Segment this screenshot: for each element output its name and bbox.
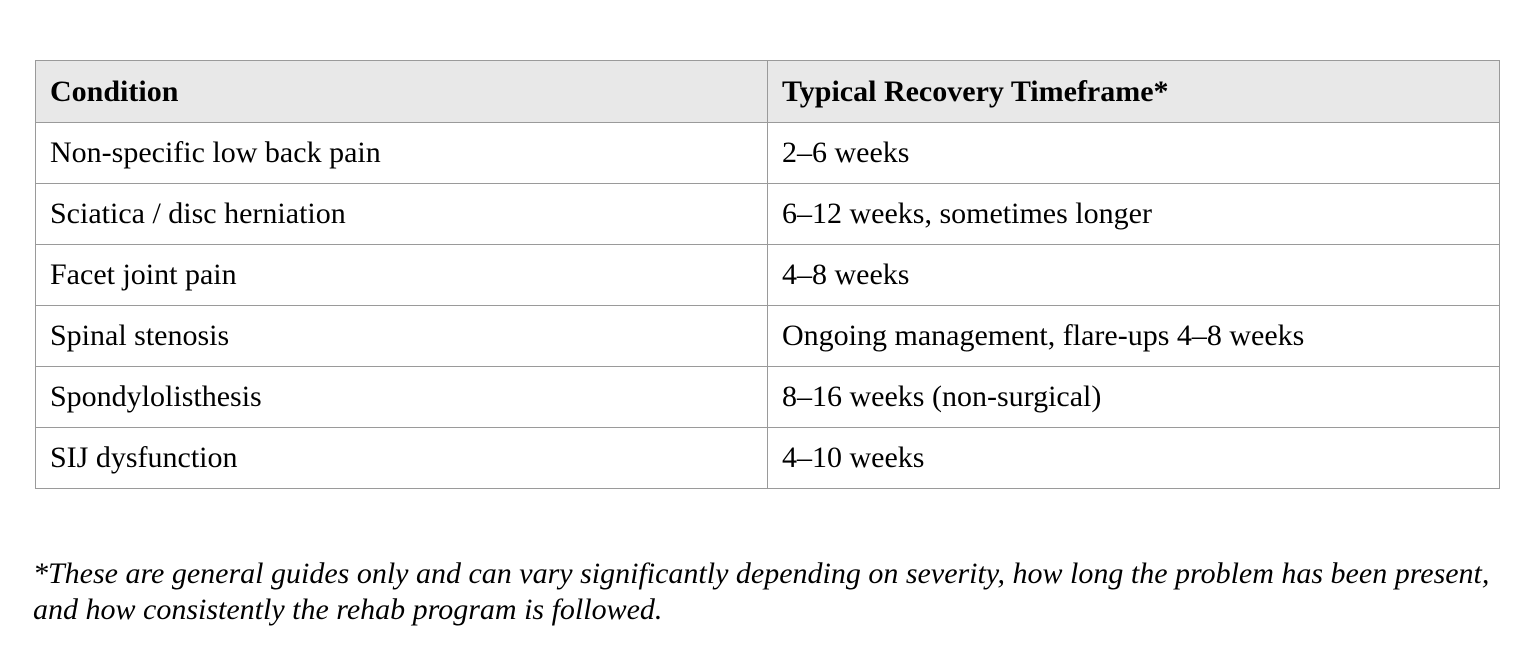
recovery-table-container [35, 60, 1499, 489]
table-row [36, 306, 1500, 367]
timeframe-cell: 8–16 weeks (non-surgical) [768, 367, 1500, 428]
condition-cell: Spinal stenosis [36, 306, 768, 367]
timeframe-cell: 4–8 weeks [768, 245, 1500, 306]
table-header-row [36, 61, 1500, 123]
table-row [36, 245, 1500, 306]
condition-cell: Sciatica / disc herniation [36, 184, 768, 245]
timeframe-cell: 6–12 weeks, sometimes longer [768, 184, 1500, 245]
table-row [36, 367, 1500, 428]
table-row [36, 123, 1500, 184]
condition-cell: Spondylolisthesis [36, 367, 768, 428]
timeframe-cell: 4–10 weeks [768, 428, 1500, 489]
condition-cell: Non-specific low back pain [36, 123, 768, 184]
condition-cell: SIJ dysfunction [36, 428, 768, 489]
timeframe-cell: Ongoing management, flare-ups 4–8 weeks [768, 306, 1500, 367]
table-row [36, 428, 1500, 489]
table-row [36, 184, 1500, 245]
column-header-condition: Condition [36, 61, 768, 123]
recovery-timeframe-table [35, 60, 1500, 489]
footnote: *These are general guides only and can vary significantly depending on severity, how long the problem has been present, and how consistently the rehab program is followed. [33, 557, 1490, 626]
timeframe-cell: 2–6 weeks [768, 123, 1500, 184]
column-header-recovery-timeframe: Typical Recovery Timeframe* [768, 61, 1500, 123]
condition-cell: Facet joint pain [36, 245, 768, 306]
